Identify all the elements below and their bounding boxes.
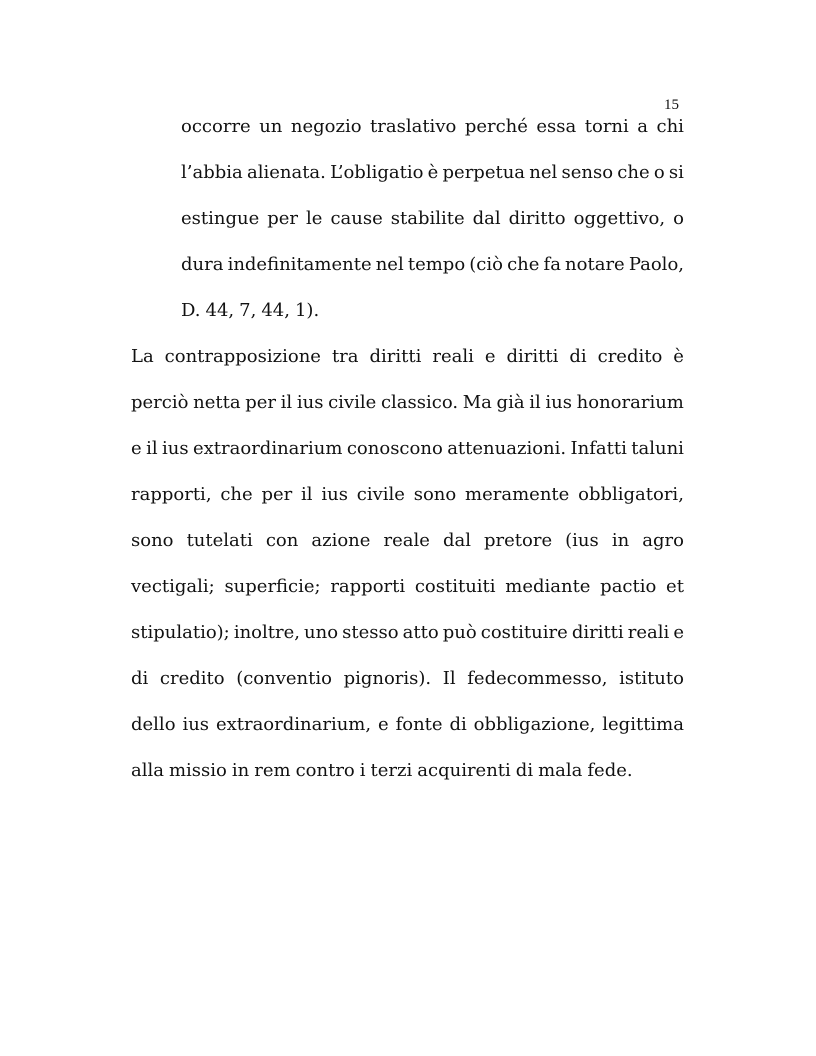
word: terzi [370, 760, 413, 781]
word: a [637, 116, 648, 137]
word: missio [168, 760, 227, 781]
word: dello [131, 714, 176, 735]
body-line [131, 482, 684, 508]
word: è [673, 346, 684, 367]
word: che [617, 162, 650, 183]
word: Ma [462, 392, 492, 413]
word: estingue [181, 208, 260, 229]
word: diritti [571, 622, 624, 643]
word: nel [375, 254, 404, 275]
word: costituiti [414, 576, 496, 597]
word: cause [330, 208, 383, 229]
word: che [220, 484, 253, 505]
word: mala [538, 760, 583, 781]
word: tutelati [186, 530, 253, 551]
word: (conventio [236, 668, 332, 689]
word: negozio [290, 116, 362, 137]
word: meramente [465, 484, 570, 505]
word: con [265, 530, 299, 551]
word: notare [565, 254, 625, 275]
word: ius [182, 714, 210, 735]
word: il [280, 392, 293, 413]
word: agro [642, 530, 684, 551]
word: fedecommesso, [467, 668, 608, 689]
word: sono [131, 530, 174, 551]
word: obbligazione, [473, 714, 596, 735]
body-line [131, 758, 684, 784]
word: dal [442, 530, 471, 551]
word: rapporti [330, 576, 406, 597]
word: nel [529, 162, 558, 183]
word: acquirenti [417, 760, 511, 781]
body-line [131, 528, 684, 554]
word: e [673, 622, 684, 643]
word: et [666, 576, 684, 597]
word: civile [356, 484, 405, 505]
word: 44, [205, 300, 235, 321]
word: uno [304, 622, 339, 643]
word: ius [321, 484, 348, 505]
word: torni [584, 116, 629, 137]
word: perciò [131, 392, 189, 413]
word: tempo [407, 254, 466, 275]
body-line [131, 344, 684, 370]
word: costituire [480, 622, 568, 643]
body-line [131, 620, 684, 646]
word: fa [543, 254, 561, 275]
word: ius [161, 438, 189, 459]
word: civile [328, 392, 377, 413]
word: di [449, 714, 467, 735]
word: traslativo [370, 116, 457, 137]
word: legittima [602, 714, 684, 735]
quote-line [181, 160, 684, 186]
body-line [131, 574, 684, 600]
word: i [359, 760, 366, 781]
word: le [306, 208, 323, 229]
word: reali [432, 346, 474, 367]
word: fede. [587, 760, 633, 781]
word: honorarium [576, 392, 684, 413]
word: stabilite [390, 208, 465, 229]
word: per [261, 484, 293, 505]
word: per [267, 208, 299, 229]
word: diritti [369, 346, 422, 367]
word: atto [402, 622, 439, 643]
word: inoltre, [233, 622, 300, 643]
word: un [259, 116, 283, 137]
quote-line [181, 252, 684, 278]
word: contrapposizione [164, 346, 321, 367]
word: azione [311, 530, 371, 551]
word: istituto [619, 668, 684, 689]
word: L’obligatio [330, 162, 424, 183]
body-line [131, 436, 684, 462]
word: 1). [294, 300, 320, 321]
word: vectigali; [131, 576, 215, 597]
word: in [611, 530, 630, 551]
quote-line [181, 206, 684, 232]
word: (ciò [469, 254, 503, 275]
word: chi [656, 116, 684, 137]
word: alla [131, 760, 164, 781]
word: attenuazioni. [447, 438, 567, 459]
word: per [245, 392, 277, 413]
word: può [442, 622, 477, 643]
word: stesso [342, 622, 399, 643]
word: il [146, 438, 158, 459]
word: perché [464, 116, 528, 137]
quote-line [181, 298, 684, 324]
word: stipulatio); [131, 622, 230, 643]
word: pactio [600, 576, 657, 597]
word: extraordinarium [192, 438, 343, 459]
word: e [484, 346, 496, 367]
word: senso [561, 162, 614, 183]
word: occorre [181, 116, 251, 137]
word: che [507, 254, 540, 275]
word: di [569, 346, 587, 367]
word: perpetua [442, 162, 526, 183]
word: diritto [508, 208, 566, 229]
word: si [668, 162, 684, 183]
word: dura [181, 254, 224, 275]
word: ius [296, 392, 324, 413]
word: ius [545, 392, 572, 413]
quote-line [181, 114, 684, 140]
word: taluni [631, 438, 684, 459]
word: netta [193, 392, 241, 413]
word: il [301, 484, 313, 505]
word: rem [254, 760, 291, 781]
word: è [427, 162, 439, 183]
word: conoscono [346, 438, 443, 459]
word: reali [627, 622, 670, 643]
word: La [131, 346, 154, 367]
word: mediante [505, 576, 591, 597]
word: (ius [565, 530, 599, 551]
word: indefinitamente [227, 254, 372, 275]
word: classico. [380, 392, 459, 413]
word: fonte [395, 714, 443, 735]
word: superficie; [224, 576, 321, 597]
word: alienata. [246, 162, 326, 183]
word: credito [159, 668, 225, 689]
word: essa [536, 116, 577, 137]
word: dal [472, 208, 501, 229]
word: e [131, 438, 142, 459]
word: D. [181, 300, 201, 321]
word: contro [295, 760, 355, 781]
page-number: 15 [664, 97, 679, 113]
word: 7, [239, 300, 257, 321]
word: obbligatori, [578, 484, 684, 505]
word: o [673, 208, 684, 229]
word: pignoris). [343, 668, 432, 689]
word: sono [413, 484, 457, 505]
word: tra [331, 346, 359, 367]
word: di [515, 760, 534, 781]
body-line [131, 712, 684, 738]
word: e [378, 714, 389, 735]
word: Il [442, 668, 456, 689]
word: in [231, 760, 250, 781]
word: già [496, 392, 525, 413]
word: il [529, 392, 541, 413]
word: 44, [261, 300, 290, 321]
body-line [131, 390, 684, 416]
word: pretore [484, 530, 553, 551]
word: di [131, 668, 149, 689]
word: oggettivo, [573, 208, 666, 229]
body-line [131, 666, 684, 692]
word: diritti [506, 346, 559, 367]
word: o [653, 162, 665, 183]
word: extraordinarium, [215, 714, 372, 735]
word: Infatti [570, 438, 627, 459]
word: reale [383, 530, 430, 551]
word: l’abbia [181, 162, 243, 183]
word: credito [597, 346, 663, 367]
word: Paolo, [628, 254, 684, 275]
word: rapporti, [131, 484, 212, 505]
